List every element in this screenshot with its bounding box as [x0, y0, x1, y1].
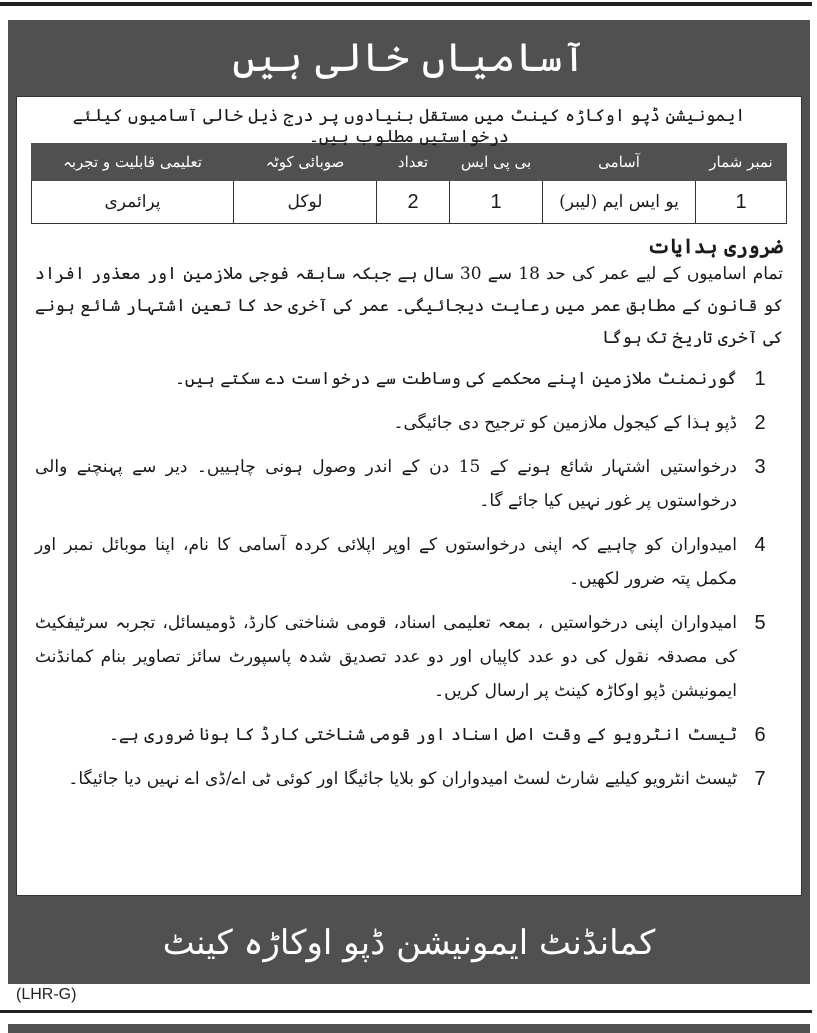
cell-post: یو ایس ایم (لیبر): [543, 181, 696, 224]
bottom-rule: [0, 1010, 812, 1013]
item-number: 7: [754, 768, 766, 790]
header-serial: نمبر شمار: [696, 144, 787, 181]
table-row: [32, 181, 787, 224]
header-bps: بی پی ایس: [450, 144, 543, 181]
instructions-heading: ضروری ہدایات: [647, 234, 783, 258]
item-number: 3: [754, 456, 766, 478]
cell-quota: لوکل: [234, 181, 377, 224]
cell-bps: 1: [450, 181, 543, 224]
ad-body: [16, 96, 802, 896]
item-text: درخواستیں اشتہار شائع ہونے کے 15 دن کے اندر وصول ہونی چاہییں۔ دیر سے پہنچنے والی درخواستوں پر غور نہیں کیا جائے گا۔: [35, 457, 737, 511]
item-text: ڈپو ہذا کے کیجول ملازمین کو ترجیح دی جائیگی۔: [393, 413, 737, 433]
item-number: 6: [754, 724, 766, 746]
item-text: ٹیسٹ انٹرویو کیلیے شارٹ لسٹ امیدواران کو بلایا جائیگا اور کوئی ٹی اے/ڈی اے نہیں دیا جائیگا۔: [68, 769, 737, 789]
cell-count: 2: [377, 181, 450, 224]
age-limit-note: تمام اسامیوں کے لیے عمر کی حد 18 سے 30 سال ہے جبکہ سابقہ فوجی ملازمین اور معذور افراد کو قانون کے مطابق عمر میں رعایت دیجائیگی۔ عمر کی آخری حد کا تعین اشتہار شائع ہونے کی آخری تاریخ تک ہوگا: [35, 264, 783, 348]
header-count: تعداد: [377, 144, 450, 181]
ad-title: آسامیاں خالی ہیں: [232, 35, 586, 81]
footer-bar: [8, 900, 810, 984]
header-quota: صوبائی کوٹہ: [234, 144, 377, 181]
ad-reference-code: (LHR-G): [16, 986, 77, 1003]
top-rule: [0, 2, 812, 6]
item-number: 4: [754, 534, 766, 556]
list-item: [17, 528, 801, 596]
list-item: [17, 406, 801, 440]
item-number: 1: [754, 368, 766, 390]
item-text: امیدواران اپنی درخواستیں ، بمعہ تعلیمی اسناد، قومی شناختی کارڈ، ڈومیسائل، تجربہ سرٹیفکیٹ کی مصدقہ نقول کی دو عدد کاپیاں اور دو عدد تصدیق شدہ پاسپورٹ سائز تصاویر بنام کمانڈنٹ ایمونیشن ڈپو اوکاڑہ کینٹ پر ارسال کریں۔: [35, 613, 737, 701]
list-item: [17, 606, 801, 708]
cell-serial: 1: [696, 181, 787, 224]
job-advertisement: [8, 20, 810, 984]
issuer-signature: کمانڈنٹ ایمونیشن ڈپو اوکاڑہ کینٹ: [162, 922, 656, 963]
list-item: [17, 450, 801, 518]
table-header-row: [32, 144, 787, 181]
title-bar: [8, 20, 810, 96]
list-item: [17, 762, 801, 796]
cell-qualification: پرائمری: [32, 181, 234, 224]
item-text: گورنمنٹ ملازمین اپنے محکمے کی وساطت سے درخواست دے سکتے ہیں۔: [174, 369, 737, 389]
list-item: [17, 718, 801, 752]
item-text: امیدواران کو چاہیے کہ اپنی درخواستوں کے اوپر اپلائی کردہ آسامی کا نام، اپنا موبائل نمبر اور مکمل پتہ ضرور لکھیں۔: [35, 535, 737, 589]
header-qualification: تعلیمی قابلیت و تجربہ: [32, 144, 234, 181]
item-number: 2: [754, 412, 766, 434]
list-item: [17, 362, 801, 396]
instructions-list: [17, 354, 801, 796]
item-number: 5: [754, 612, 766, 634]
header-post: آسامی: [543, 144, 696, 181]
next-ad-edge: [8, 1024, 810, 1033]
intro-text: ایمونیشن ڈپو اوکاڑہ کینٹ میں مستقل بنیادوں پر درج ذیل خالی آسامیوں کیلئے درخواستیں مطلوب ہیں۔: [72, 106, 746, 147]
vacancy-table: [31, 143, 787, 224]
item-text: ٹیسٹ انٹرویو کے وقت اصل اسناد اور قومی شناختی کارڈ کا ہونا ضروری ہے۔: [108, 725, 737, 745]
